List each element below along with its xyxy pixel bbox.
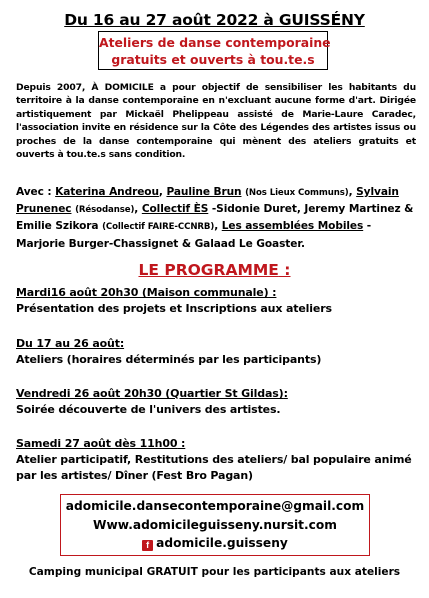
artist-collectif-es-members: -Sidonie Duret, Jeremy Martinez & Emilie Szikora xyxy=(16,203,414,233)
contact-box xyxy=(60,494,370,556)
programme-title-text: LE PROGRAMME xyxy=(138,261,279,279)
programme-item-1 xyxy=(16,285,418,317)
artist-katerina-andreou: Katerina Andreou xyxy=(55,186,159,198)
artist-pauline-brun-note: (Nos Lieux Communs) xyxy=(245,188,349,198)
programme-item-text: Soirée découverte de l'univers des artistes. xyxy=(16,402,281,416)
artist-assemblees-mobiles: Les assemblées Mobiles xyxy=(221,220,364,233)
artists-separator: , xyxy=(134,203,139,216)
artists-separator: , xyxy=(348,186,353,198)
contact-facebook-handle: adomicile.guisseny xyxy=(156,536,288,550)
programme-item-heading-suffix: : xyxy=(283,387,288,400)
subtitle-line-1: Ateliers de danse contemporaine xyxy=(99,35,331,50)
artists-separator: , xyxy=(214,220,219,233)
programme-item-heading-text: Vendredi 26 août 20h30 (Quartier St Gildas) xyxy=(16,387,284,400)
programme-item-heading-text: Mardi16 août 20h30 (Maison communale) xyxy=(16,286,269,299)
artists-separator: , xyxy=(158,186,163,198)
programme-item-heading xyxy=(16,336,418,352)
contact-website[interactable]: Www.adomicileguisseny.nursit.com xyxy=(93,517,337,532)
programme-item-heading xyxy=(16,386,418,402)
artist-sylvain-prunenec: Sylvain Prunenec xyxy=(16,186,399,216)
contact-facebook[interactable] xyxy=(61,534,369,553)
programme-item-4 xyxy=(16,436,418,483)
artist-assemblees-mobiles-members: - Marjorie Burger-Chassignet & Galaad Le Goaster. xyxy=(16,220,372,250)
page-title: Du 16 au 27 août 2022 à GUISSÉNY xyxy=(64,11,365,29)
artist-collectif-es-note: (Collectif FAIRE-CCNRB) xyxy=(102,222,215,233)
camping-note: Camping municipal GRATUIT pour les participants aux ateliers xyxy=(28,566,401,578)
programme-item-text: Présentation des projets et Inscriptions aux ateliers xyxy=(16,301,332,315)
programme-item-heading-suffix: : xyxy=(177,437,186,450)
intro-paragraph: Depuis 2007, À DOMICILE a pour objectif de sensibiliser les habitants du territoire à la danse contemporaine en n'excluant aucune forme d'art. Dirigée artistiquement par Mickaël Phelippeau assisté de Marie-Laure Caradec, l'association invite en résidence sur la Côte des Légendes des artistes issus ou proches de la danse contemporaine qui mènent des ateliers gratuits et ouverts à tou.te.s sans condition. xyxy=(16,82,416,161)
contact-email[interactable]: adomicile.dansecontemporaine@gmail.com xyxy=(65,499,365,513)
facebook-icon: f xyxy=(142,540,153,551)
programme-title-suffix: : xyxy=(278,261,291,279)
programme-item-3 xyxy=(16,386,418,418)
intro-section xyxy=(16,81,416,161)
programme-item-text: Ateliers (horaires déterminés par les participants) xyxy=(16,352,322,366)
programme-item-2 xyxy=(16,336,418,368)
programme-item-heading-suffix: : xyxy=(119,337,125,350)
artists-section xyxy=(16,184,418,252)
artist-collectif-es: Collectif ÈS xyxy=(141,203,209,216)
programme-title xyxy=(0,261,429,279)
programme-item-heading-text: Samedi 27 août dès 11h00 xyxy=(16,437,178,450)
subtitle-line-2: gratuits et ouverts à tou.te.s xyxy=(111,52,315,67)
subtitle-box xyxy=(98,31,331,70)
artist-pauline-brun: Pauline Brun xyxy=(166,186,242,198)
programme-item-text: Atelier participatif, Restitutions des ateliers/ bal populaire animé par les artistes/ Dîner (Fest Bro Pagan) xyxy=(16,452,412,482)
programme-item-heading-suffix: : xyxy=(268,286,277,299)
programme-item-heading-text: Du 17 au 26 août xyxy=(16,337,120,350)
artist-sylvain-prunenec-note: (Résodanse) xyxy=(75,205,135,216)
programme-item-heading xyxy=(16,285,418,301)
artists-prefix: Avec : xyxy=(16,186,52,198)
programme-item-heading xyxy=(16,436,418,452)
